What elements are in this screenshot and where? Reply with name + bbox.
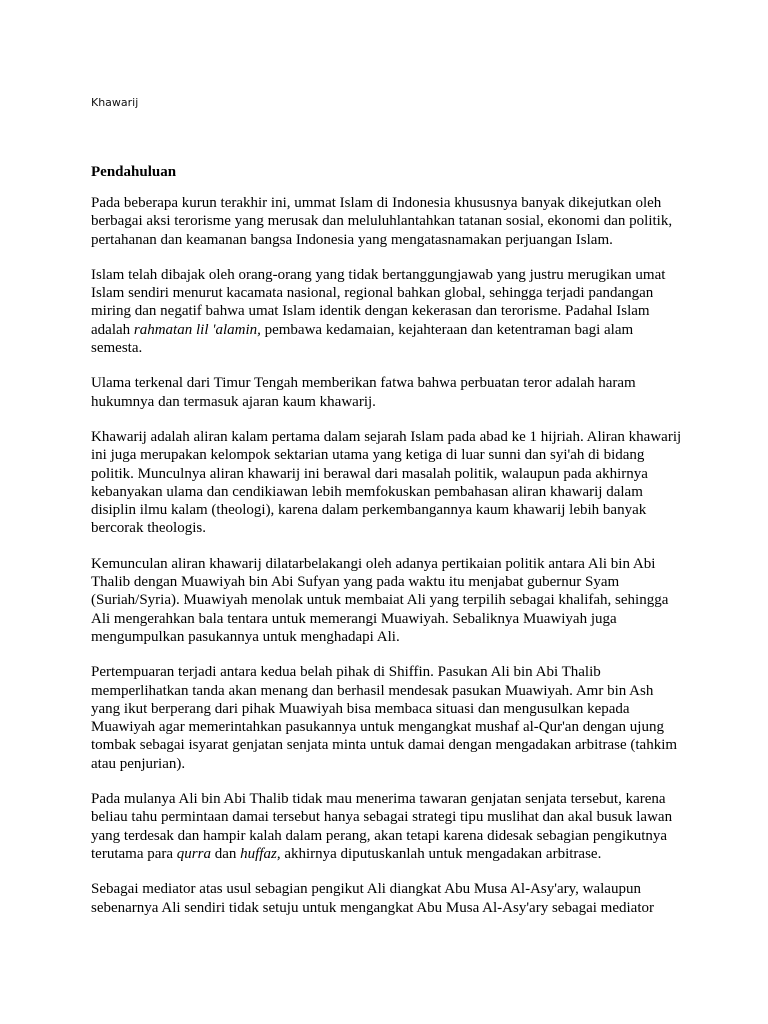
paragraph-7-mid: dan: [210, 845, 241, 862]
paragraph-2-text: Islam telah dibajak oleh orang-orang yang tidak bertanggungjawab yang justru merugikan umat Islam sendiri menurut kacamata nasional, regional bahkan global, sehingga terjadi pandangan miring dan negatif bahwa umat Islam identik dengan kekerasan dan terorisme. Padahal Islam adalah: [91, 266, 666, 338]
paragraph-7-text: Pada mulanya Ali bin Abi Thalib tidak mau menerima tawaran genjatan senjata tersebut, karena beliau tahu permintaan damai tersebut hanya sebagai strategi tipu muslihat dan akal busuk lawan yang terdesak dan hampir kalah dalam perang, akan tetapi karena didesak sebagian pengikutnya terutama para: [91, 791, 673, 862]
paragraph-7-italic-huffaz: huffaz: [240, 845, 277, 862]
paragraph-1: Pada beberapa kurun terakhir ini, ummat Islam di Indonesia khususnya banyak dikejutkan oleh berbagai aksi terorisme yang merusak dan meluluhlantahkan tatanan sosial, ekonomi dan politik, pertahanan dan keamanan bangsa Indonesia yang mengatasnamakan perjuangan Islam.: [91, 195, 673, 248]
paragraph-7-tail: , akhirnya diputuskanlah untuk mengadakan arbitrase.: [276, 845, 602, 862]
paragraph-3: Ulama terkenal dari Timur Tengah memberikan fatwa bahwa perbuatan teror adalah haram hukumnya dan termasuk ajaran kaum khawarij.: [91, 375, 636, 410]
paragraph-4: Khawarij adalah aliran kalam pertama dalam sejarah Islam pada abad ke 1 hijriah. Aliran khawarij ini juga merupakan kelompok sektarian utama yang ketiga di luar sunni dan syi'ah di bidang politik. Munculnya aliran khawarij ini berawal dari masalah politik, walaupun pada akhirnya kebanyakan ulama dan cendikiawan lebih memfokuskan pembahasan aliran khawarij dalam disiplin ilmu kalam (theologi), karena dalam perkembangannya kaum khawarij lebih banyak bercorak theologis.: [91, 428, 682, 537]
paragraph-7: [91, 790, 686, 863]
paragraph-6: Pertempuaran terjadi antara kedua belah pihak di Shiffin. Pasukan Ali bin Abi Thalib memperlihatkan tanda akan menang dan berhasil mendesak pasukan Muawiyah. Amr bin Ash yang ikut berperang dari pihak Muawiyah bisa membaca situasi dan mengusulkan kepada Muawiyah agar memerintahkan pasukannya untuk mengangkat mushaf al-Qur'an dengan ujung tombak sebagai isyarat genjatan senjata minta untuk damai dengan mengadakan arbitrase (tahkim atau penjurian).: [91, 664, 678, 772]
paragraph-2: [91, 266, 686, 357]
paragraph-2-tail: pembawa kedamaian, kejahteraan dan ketentraman bagi alam semesta.: [91, 321, 634, 357]
paragraph-5: Kemunculan aliran khawarij dilatarbelakangi oleh adanya pertikaian politik antara Ali bin Abi Thalib dengan Muawiyah bin Abi Sufyan yang pada waktu itu menjabat gubernur Syam (Suriah/Syria). Muawiyah menolak untuk membaiat Ali yang terpilih sebagai khalifah, sehingga Ali mengerahkan bala tentara untuk memerangi Muawiyah. Sebaliknya Muawiyah juga mengumpulkan pasukannya untuk menghadapi Ali.: [91, 555, 669, 645]
paragraph-2-italic: rahmatan lil 'alamin,: [133, 321, 261, 338]
section-heading: Pendahuluan: [91, 164, 177, 180]
paragraph-8: Sebagai mediator atas usul sebagian pengikut Ali diangkat Abu Musa Al-Asy'ary, walaupun sebenarnya Ali sendiri tidak setuju untuk mengangkat Abu Musa Al-Asy'ary sebagai mediator: [91, 881, 654, 916]
paragraph-7-italic-qurra: qurra: [176, 845, 211, 862]
document-title: Khawarij: [91, 96, 139, 109]
